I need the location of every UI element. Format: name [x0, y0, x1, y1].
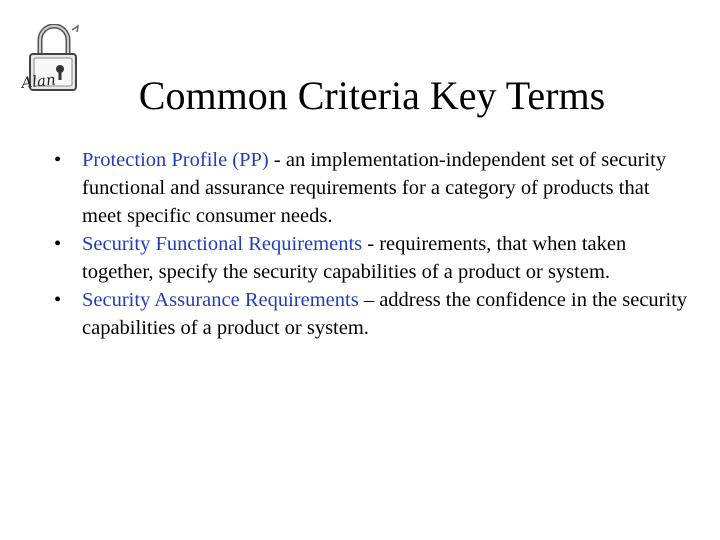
padlock-logo-icon: [20, 24, 86, 96]
term-definition: - requirements, that when taken together, specify the security capabilities of a product or system.: [82, 233, 627, 283]
padlock-logo: [20, 24, 86, 96]
list-item: [54, 286, 694, 342]
bullet-marker: •: [54, 289, 62, 311]
term-label: Security Assurance Requirements: [82, 289, 359, 311]
bullet-list: [54, 146, 694, 342]
bullet-marker: •: [54, 233, 62, 255]
slide-title: Common Criteria Key Terms: [138, 73, 606, 118]
list-item: [54, 146, 694, 230]
term-label: Protection Profile (PP): [82, 149, 269, 171]
bullet-marker: •: [54, 149, 62, 171]
term-definition: - an implementation-independent set of security functional and assurance requirements for a category of products that meet specific consumer needs.: [82, 149, 667, 227]
logo-signature: Alan: [20, 70, 57, 92]
term-label: Security Functional Requirements: [82, 233, 363, 255]
term-definition: – address the confidence in the security capabilities of a product or system.: [82, 289, 688, 339]
list-item: [54, 230, 694, 286]
